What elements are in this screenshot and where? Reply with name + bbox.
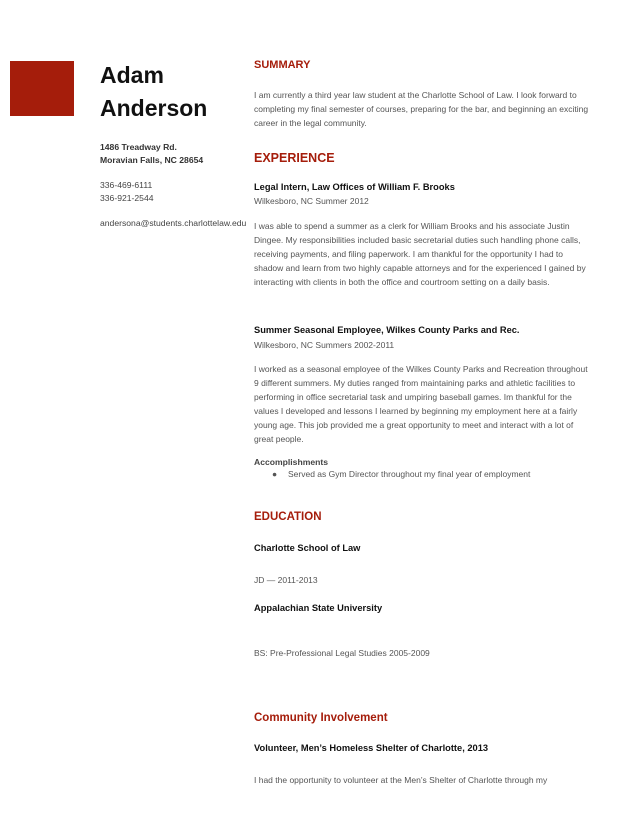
person-name	[100, 59, 207, 125]
last-name: Anderson	[100, 95, 208, 121]
education-title: EDUCATION	[254, 511, 322, 523]
summary-title: SUMMARY	[254, 59, 311, 71]
community-title: Community Involvement	[254, 712, 388, 724]
phone-block	[100, 179, 154, 205]
accent-block	[10, 61, 74, 116]
school-name: Charlotte School of Law	[254, 543, 361, 553]
job-meta: Wilkesboro, NC Summers 2002-2011	[254, 340, 395, 350]
email: andersona@students.charlottelaw.edu	[100, 218, 247, 228]
job-meta: Wilkesboro, NC Summer 2012	[254, 196, 369, 206]
job-title: Summer Seasonal Employee, Wilkes County Parks and Rec.	[254, 325, 520, 335]
address-block	[100, 141, 203, 167]
phone-2: 336-921-2544	[100, 193, 154, 203]
address-line1: 1486 Treadway Rd.	[100, 142, 177, 152]
address-line2: Moravian Falls, NC 28654	[100, 155, 204, 165]
job-title: Legal Intern, Law Offices of William F. Brooks	[254, 182, 455, 192]
accomplishment-item	[272, 469, 530, 479]
school-detail: BS: Pre-Professional Legal Studies 2005-2009	[254, 648, 430, 658]
school-detail: JD — 2011-2013	[254, 575, 318, 585]
job-description: I was able to spend a summer as a clerk for William Brooks and his associate Justin Dingee. My responsibilities included basic secretarial duties such handling phone calls, receiving payments, and filing paperwork. I am thankful for the opportunity I had to shadow and learn from two highly capable attorneys and for the experienced I gained by interacting with clients in both the office and courtroom setting on a daily basis.	[254, 221, 586, 287]
experience-title: EXPERIENCE	[254, 151, 335, 165]
accomplishments-label: Accomplishments	[254, 457, 329, 467]
job-description: I worked as a seasonal employee of the Wilkes County Parks and Recreation throughout 9 different summers. My duties ranged from maintaining parks and athletic facilities to performing in office secretarial task and umpiring baseball games. Im thankful for the values I developed and lessons I learned by beginning my employment here at a fairly young age. This job provided me a great opportunity to meet and interact with a lot of great people.	[254, 364, 588, 444]
community-text: I had the opportunity to volunteer at the Men’s Shelter of Charlotte through my	[254, 775, 548, 785]
school-name: Appalachian State University	[254, 603, 383, 613]
bullet-icon: ●	[272, 469, 278, 479]
accomplishment-text: Served as Gym Director throughout my final year of employment	[288, 469, 531, 479]
summary-text: I am currently a third year law student at the Charlotte School of Law. I look forward to completing my final semester of courses, preparing for the bar, and beginning an exciting career in the legal community.	[254, 90, 589, 128]
phone-1: 336-469-6111	[100, 180, 153, 190]
first-name: Adam	[100, 62, 164, 88]
community-role: Volunteer, Men’s Homeless Shelter of Charlotte, 2013	[254, 743, 489, 753]
